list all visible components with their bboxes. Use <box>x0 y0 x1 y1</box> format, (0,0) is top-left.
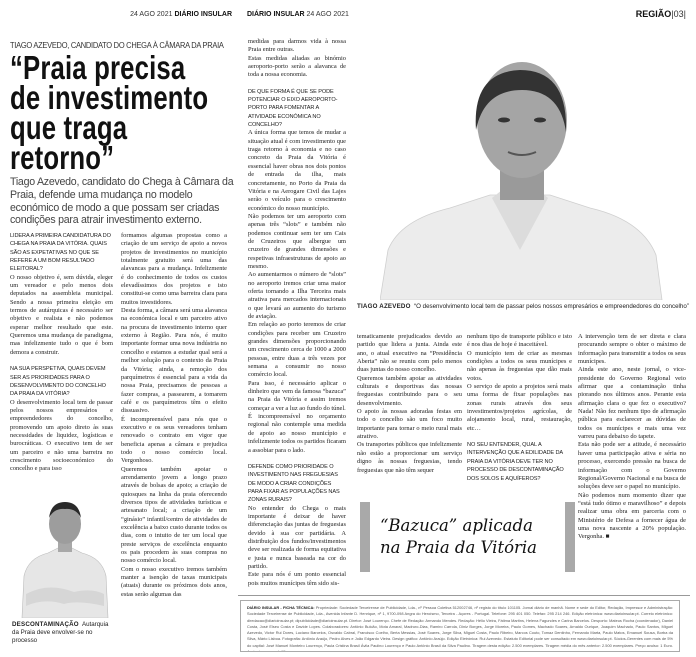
page-number: |03| <box>671 9 686 19</box>
candidate-photo-small <box>18 498 112 618</box>
paragraph: Ao aumentarmos o número de “slots” no aeroporto iremos criar uma maior oferta tornando a Ilha Terceira mais atrativa para mercados internacionais o que levará ao aumento do turismo de aviação. <box>248 271 346 320</box>
paragraph: A única forma que temos de mudar a situação atual é com investimento que traga retorno à economia e no caso concreto da Praia da Vitória é essencial haver obras nos dois pontos de entrada da ilha, mais concretamente, no Porto da Praia da Vitória e na Aerogare Civil das Lajes serão o veículo para o crescimento económico do nosso município. <box>248 129 346 212</box>
paragraph: Não podemos num momento dizer que “está tudo ótimo e maravilhoso” e depois realizar uma obra em parceria com o Ministério de Defesa a fornecer água de uma nova nascente a 20% população. Vergonha. ■ <box>578 491 686 541</box>
paragraph: Queremos também apoiar o arrendamento jovem a longo prazo através de bolsas de apoio; a criação de quiosques na linha da praia oferecendo diversos tipos de atividades turísticas e artesanato local; a criação de um “ginásio” infantil/centro de atividades de excelência a baixo custo durante todos os dias, com o intuito de ter um local que preste serviços de excelência enquanto os pais procedem às suas compras no nosso comércio local. <box>121 465 227 565</box>
caption-label: DESCONTAMINAÇÃO <box>12 621 79 628</box>
right-page-header <box>247 11 349 18</box>
pull-quote-line: “Bazuca” aplicada <box>380 516 533 535</box>
headline-line: retorno” <box>10 139 115 176</box>
caption-text: Autarquia da Praia deve envolver-se no processo <box>12 621 109 644</box>
paragraph: Este para nós é um ponto essencial pois muitos munícipes têm sido sis- <box>248 571 346 587</box>
text-column-5 <box>467 333 572 483</box>
headline-line: de investimento <box>10 79 209 116</box>
text-column-1 <box>10 232 113 474</box>
header-paper-name: DIÁRIO INSULAR <box>247 11 305 18</box>
paragraph: O município tem de criar as mesmas condições a todos os seus munícipes e não apenas às freguesias que dão mais votos. <box>467 349 572 382</box>
paragraph: Ainda este ano, neste jornal, o vice-presidente do Governo Regional veio afirmar que a contaminação tinha piorando nos últimos anos. Perante esta afirmação clara o que fez o executivo? Nada! Não fez nenhum tipo de afirmação pública para esclarecer as dúvidas de todos os munícipes e mais uma vez varreu para debaixo do tapete. <box>578 366 686 441</box>
paragraph: O nosso objetivo é, sem dúvida, eleger um vereador e pelo menos dois deputados na assembleia municipal. Sendo a nossa primeira eleição em termos de autárquicas é necessário ser objetivo e realista e não podemos esperar melhor resultado que este. Queremos uma mudança de paradigma, mas infelizmente tudo o que é bom demora a construir. <box>10 273 113 356</box>
pull-quote-line: na Praia da Vitória <box>380 538 538 557</box>
paragraph: É incompreensível para nós que o executivo e os seus vereadores tenham renovado o contrato em vigor que beneficia apenas a câmara e prejudica todo o nosso comércio local. Vergonhoso. <box>121 415 227 465</box>
paragraph: nenhum tipo de transporte público e isto é nos dias de hoje é inaceitável. <box>467 333 572 349</box>
divider <box>238 595 690 596</box>
header-date: 24 AGO 2021 <box>306 11 349 18</box>
headline-line: que traga <box>10 109 128 146</box>
lede: Tiago Azevedo, candidato do Chega à Câmara da Praia, defende uma mudança no modelo económico de modo a que possam ser criadas condições para atrair investimento externo. <box>10 176 234 227</box>
paragraph: É incompreensível no orçamento regional não contemple uma medida de apoio ao nosso município e infelizmente todos os partidos ficaram a assobiar para o lado. <box>248 413 346 454</box>
pull-quote-bar <box>360 502 370 572</box>
paragraph: tematicamente prejudicados devido ao partido que lidera a junta. Ainda este ano, o atual executivo na “Presidência Aberta” não se reuniu com pelo menos duas juntas do nosso concelho. <box>357 333 462 374</box>
paragraph: O desenvolvimento local tem de passar pelos nossos empresários e empreendedores do concelho, promovendo um apoio direto às suas necessidades de liquidez, logísticas e burocráticas. O executivo tem de ser um parceiro e não uma barreira no crescimento socioeconómico do concelho e para isso <box>10 398 113 473</box>
interview-question: DE QUE FORMA É QUE SE PODE POTENCIAR O EIXO AEROPORTO-PORTO PARA FOMENTAR A ATIVIDADE ECONÓMICA NO CONCELHO? <box>248 88 338 129</box>
paragraph: Os transportes públicos que infelizmente não estão a proporcionar um serviço digno às nossas freguesias, tendo freguesias que não têm sequer <box>357 441 462 474</box>
text-column-6 <box>578 333 686 542</box>
header-date: 24 AGO 2021 <box>130 11 173 18</box>
headline <box>10 49 209 176</box>
header-paper-name: DIÁRIO INSULAR <box>174 11 232 18</box>
imprint-title: DIÁRIO INSULAR - FICHA TÉCNICA: <box>247 605 315 610</box>
paragraph: Para isso, é necessário aplicar o dinheiro que vem da famosa “bazuca” na Praia da Vitória e assim iremos começar a ver a luz ao fundo do túnel. <box>248 379 346 412</box>
text-column-3 <box>248 38 346 588</box>
paragraph: Não podemos ter um aeroporto com apenas três “slots” e também não podemos continuar sem ter um Cais de Cruzeiros que albergue um cruzeiro de grandes dimensões e respetivas infraestruturas de apoio ao mesmo. <box>248 212 346 270</box>
imprint-text: Propriedade: Sociedade Terceirense de Publicidade, Lda., nº Pessoa Coletiva 512002746, nº registo do título 101105. Jornal diário de manhã. Nome e sede do Editor, Redação, Impressor e Administração: Sociedade Terceirense de Publicidade, Lda., Avenida Infante D. Henrique, nº 1, 9700-098 Angra do Heroísmo, Terceira - Açores - Portugal. Telefone: 295 401 050. Telefax: 295 214 246. Edição eletrónica: www.diarioinsular.pt. Correio eletrónico: diredacao@diarioinsular.pt; dipublicidade@diarioinsular.pt. Diretor: José Lourenço. Chefe de Redação: Armando Mendes. Redação: Hélio Vieira, Fátima Martins, Helena Fagundes e Carina Barcelos. Desporto: Mateus Rocha (coordenador), Daniel Costa, José Elseu Costa e Davide Lopes. Colaboradores: Antônio Bulcão, Mota Amaral, Madruro-Dias, Ramiro Carrola, Diniz Borges, Jorge Moreira, Paulo Gomes, Machado Soares, Arnaldo Ourique, Joaquim Machado, Paulo Santos, Miguel Azevedo, Victor Rui Dores, Luciano Barcelos, Osvaldo Cabral, Francisco Coelho, Berta Messias, José Soares, Jorge Silva, Miguel Costa, Paulo Ribeiro, Marcos Couto, Tomaz Dentinho, Fernando Marta, Paulo Matos, Emanuel Sousa, Borba da Silva, Mário Lisboa. Fotografia: Antônio Araújo, Pedro Alves e João Edgardo Vieira. Design gráfico: Antônio Araújo. Edição Eletrónica: Rui Azevedo. Estatuto Editorial pode ser consultado em www.diarioinsular.pt. Sócios-Gerentes com mais de 5% do capital: José Manuel Monteiro Lourenço, Paula Cristina Brasil Ávila Paulino Lourenço e Paulo Antônio Brasil da Silva Paulino. Tiragem desta edição: 2.500 exemplares. Tiragem média do mês anterior: 2.500 exemplares. Preço avulso: 1 Euro. Assinatura mensal: 15 euros. <box>247 605 673 652</box>
main-photo-caption <box>357 303 692 311</box>
kicker: TIAGO AZEVEDO, CANDIDATO DO CHEGA À CÂMARA DA PRAIA <box>10 40 224 50</box>
paragraph: O serviço de apoio a projetos será mais uma forma de fixar populações nas zonas rurais através dos seus investimentos/projetos agrícolas, de alojamento local, rural, restauração, etc… <box>467 383 572 432</box>
headline-line: “Praia precisa <box>10 49 186 86</box>
candidate-photo-main <box>380 50 670 300</box>
interview-question: NO SEU ENTENDER, QUAL A INTERVENÇÃO QUE A EDILIDADE DA PRAIA DA VITÓRIA DEVE TER NO PROCESSO DE DESCONTAMINAÇÃO DOS SOLOS E AQUÍFEROS? <box>467 442 564 482</box>
caption-label: TIAGO AZEVEDO <box>357 303 411 310</box>
section-header <box>636 9 686 19</box>
paragraph: formamos algumas propostas como a criação de um serviço de apoio a novos projetos de investimentos no município totalmente gratuito será uma das alavancas para a mudança. Infelizmente é do conhecimento de todos os custos elevadíssimos dos projetos e isto constitui-se como uma barreira clara para muitos investidores. <box>121 232 227 306</box>
imprint-box <box>240 600 680 652</box>
interview-question: NA SUA PERSPETIVA, QUAIS DEVEM SER AS PRIORIDADES PARA O DESENVOLVIMENTO DO CONCELHO DA PRAIA DA VITÓRIA? <box>10 366 106 398</box>
paragraph: Com o nosso executivo iremos também manter a isenção de taxas municipais (atuais) durante os próximos dois anos, estas serão algumas das <box>121 565 227 598</box>
pull-quote-bar <box>565 502 575 572</box>
text-column-4 <box>357 333 462 475</box>
interview-question: DEFENDE COMO PRIORIDADE O INVESTIMENTO NAS FREGUESIAS DE MODO A CRIAR CONDIÇÕES PARA FIXAR AS POPULAÇÕES NAS ZONAS RURAIS? <box>248 463 340 504</box>
left-page-header <box>130 11 232 18</box>
paragraph: medidas para darmos vida à nossa Praia entre outras. <box>248 38 346 54</box>
paragraph: Esta não pode ser a atitude, é necessário haver uma participação ativa e séria no processo, exercendo pressão na busca de informação com o Governo Regional/Governo Nacional e na busca de soluções deve ser o papel no município. <box>578 441 686 491</box>
interview-question: LIDERA A PRIMEIRA CANDIDATURA DO CHEGA NA PRAIA DA VITÓRIA. QUAIS SÃO AS EXPETATIVAS NO QUE SE REFERE A UM BOM RESULTADO ELEITORAL? <box>10 233 111 273</box>
paragraph: A intervenção tem de ser direta e clara procurando sempre o obter o máximo de informação para transmitir a todos os seus munícipes. <box>578 333 686 366</box>
paragraph: O apoio às nossas adoradas festas em todo o concelho são um foco muito importante para tornar o meio rural mais atrativo. <box>357 408 462 441</box>
paragraph: Estas medidas aliadas ao binómio aeroporto-porto serão a alavanca de toda a nossa economia. <box>248 54 346 79</box>
paragraph: Desta forma, a câmara será uma alavanca na económica local e um parceiro ativo na procura de investimento interno quer externo à Região. Para nós, é muito importante formar uma nova indústria no concelho e estamos a estudar qual será a melhor solução para o contexto da Praia da Vitória; ainda, a remoção dos parquímetros é essencial para a vida da nossa Praia, precisamos de pessoas a fazer compras, a passearem, a tomarem café e os parquímetros têm o efeito dissuasivo. <box>121 307 227 415</box>
paragraph: No entender do Chega o mais importante é deixar de haver diferenciação das juntas de freguesias devido à sua cor partidária. A distribuição dos fundos/investimentos deve ser realizada de forma equitativa e justa e nunca baseada na cor do partido. <box>248 504 346 570</box>
pull-quote <box>360 502 576 572</box>
paragraph: Queremos também apoiar as atividades culturais e desportivas das nossas freguesias contribuindo para o seu desenvolvimento. <box>357 374 462 407</box>
caption-text: “O desenvolvimento local tem de passar pelos nossos empresários e empreendedores do concelho” <box>414 303 689 310</box>
pull-quote-text <box>380 515 537 559</box>
side-photo-caption <box>12 621 117 645</box>
text-column-2 <box>121 232 227 599</box>
paragraph: Em relação ao porto teremos de criar condições para receber um Cruzeiro grandes dimensões proporcionando um crescimento cerca de 1000 a 2000 pessoas, entre duas a três vezes por semana a consumir no nosso comércio local. <box>248 321 346 379</box>
section-name: REGIÃO <box>635 9 672 19</box>
